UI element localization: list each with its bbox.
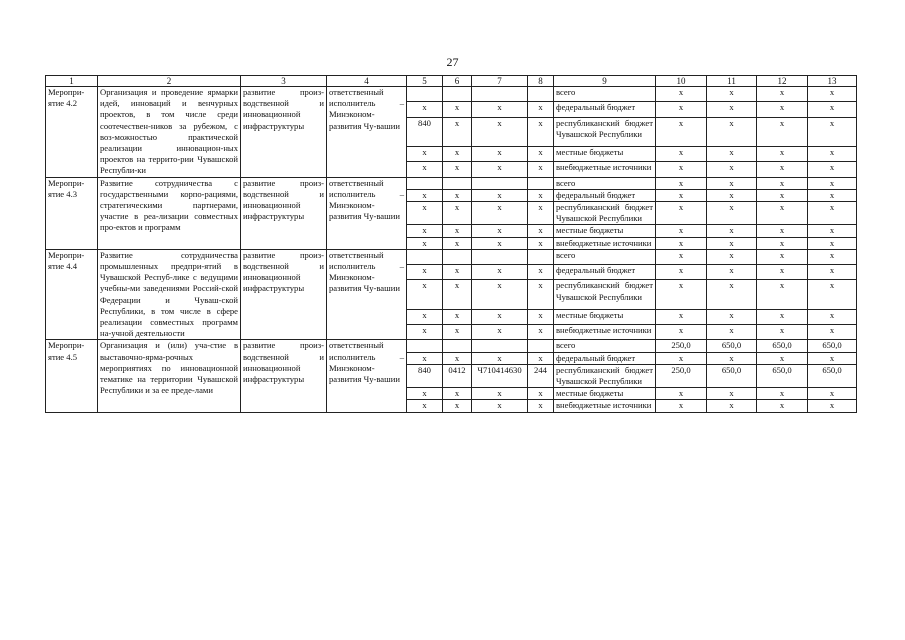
- funding-value: х: [656, 146, 707, 161]
- budget-code-cell: х: [407, 202, 443, 225]
- budget-code-cell: [407, 87, 443, 102]
- column-number: 10: [656, 76, 707, 87]
- funding-value: х: [808, 249, 857, 264]
- activity-code: Меропри-ятие 4.2: [46, 87, 98, 178]
- budget-code-cell: х: [528, 400, 554, 412]
- column-number: 9: [554, 76, 656, 87]
- funding-value: х: [656, 102, 707, 117]
- funding-value: х: [808, 117, 857, 146]
- funding-value: х: [707, 237, 757, 249]
- funding-value: х: [707, 388, 757, 400]
- funding-source: всего: [554, 340, 656, 352]
- budget-code-cell: х: [407, 225, 443, 237]
- budget-code-cell: х: [528, 162, 554, 177]
- budget-code-cell: х: [472, 189, 528, 201]
- budget-code-cell: х: [528, 225, 554, 237]
- funding-value: х: [656, 249, 707, 264]
- funding-value: х: [707, 189, 757, 201]
- activity-description: Развитие сотрудничества с государственными корпо-рациями, стратегическими партнерами, участие в реа-лизации совместных про-ектов и программ: [98, 177, 241, 249]
- funding-value: х: [707, 309, 757, 324]
- funding-source: внебюджетные источники: [554, 325, 656, 340]
- budget-code-cell: х: [472, 237, 528, 249]
- funding-source: всего: [554, 249, 656, 264]
- funding-source: федеральный бюджет: [554, 189, 656, 201]
- funding-value: х: [757, 87, 808, 102]
- budget-code-cell: х: [472, 146, 528, 161]
- column-number: 1: [46, 76, 98, 87]
- budget-code-cell: [407, 249, 443, 264]
- funding-source: республиканский бюджет Чувашской Республики: [554, 117, 656, 146]
- funding-value: х: [656, 225, 707, 237]
- budget-code-cell: х: [407, 309, 443, 324]
- funding-value: х: [808, 202, 857, 225]
- budget-code-cell: [472, 340, 528, 352]
- budget-code-cell: х: [407, 102, 443, 117]
- budget-code-cell: х: [528, 237, 554, 249]
- funding-value: х: [656, 280, 707, 309]
- activity-direction: развитие произ-водственной и инновационной инфраструктуры: [241, 340, 327, 412]
- budget-code-cell: х: [407, 388, 443, 400]
- budget-code-cell: х: [472, 162, 528, 177]
- funding-value: 250,0: [656, 340, 707, 352]
- activity-direction: развитие произ-водственной и инновационной инфраструктуры: [241, 87, 327, 178]
- budget-code-cell: х: [443, 237, 472, 249]
- funding-source: внебюджетные источники: [554, 400, 656, 412]
- funding-value: х: [757, 280, 808, 309]
- budget-code-cell: х: [443, 162, 472, 177]
- funding-value: х: [707, 117, 757, 146]
- budget-code-cell: х: [528, 202, 554, 225]
- funding-source: внебюджетные источники: [554, 162, 656, 177]
- budget-code-cell: [443, 340, 472, 352]
- budget-code-cell: [407, 177, 443, 189]
- budget-code-cell: [443, 177, 472, 189]
- funding-value: х: [757, 146, 808, 161]
- funding-value: х: [757, 325, 808, 340]
- column-number: 2: [98, 76, 241, 87]
- column-number: 11: [707, 76, 757, 87]
- budget-code-cell: х: [528, 102, 554, 117]
- funding-value: х: [707, 102, 757, 117]
- table-body: [46, 87, 857, 413]
- funding-value: х: [757, 162, 808, 177]
- funding-value: х: [808, 325, 857, 340]
- budget-code-cell: х: [443, 202, 472, 225]
- column-number: 8: [528, 76, 554, 87]
- budget-code-cell: х: [407, 325, 443, 340]
- budget-code-cell: Ч710414630: [472, 364, 528, 387]
- activity-direction: развитие произ-водственной и инновационной инфраструктуры: [241, 177, 327, 249]
- table-row: [46, 177, 857, 189]
- funding-value: х: [808, 309, 857, 324]
- budget-code-cell: х: [472, 102, 528, 117]
- funding-value: х: [707, 265, 757, 280]
- funding-value: х: [808, 265, 857, 280]
- column-number: 7: [472, 76, 528, 87]
- funding-value: х: [757, 237, 808, 249]
- table-row: [46, 340, 857, 352]
- budget-code-cell: 0412: [443, 364, 472, 387]
- funding-source: федеральный бюджет: [554, 265, 656, 280]
- budget-code-cell: х: [528, 189, 554, 201]
- budget-code-cell: [443, 87, 472, 102]
- page-number: 27: [446, 55, 459, 69]
- budget-code-cell: [528, 87, 554, 102]
- column-number: 12: [757, 76, 808, 87]
- activity-code: Меропри-ятие 4.3: [46, 177, 98, 249]
- funding-value: х: [656, 309, 707, 324]
- budget-code-cell: х: [472, 388, 528, 400]
- funding-source: местные бюджеты: [554, 146, 656, 161]
- budget-code-cell: х: [443, 352, 472, 364]
- budget-code-cell: х: [443, 117, 472, 146]
- activity-description: Организация и проведение ярмарки идей, инноваций и венчурных проектов, в том числе среди соотечествен-ников за рубежом, с воз-можностью практической реализации инновацион-ных проектов на террито-рии Чувашской Республи-ки: [98, 87, 241, 178]
- budget-code-cell: х: [443, 388, 472, 400]
- funding-value: х: [808, 388, 857, 400]
- activity-direction: развитие произ-водственной и инновационной инфраструктуры: [241, 249, 327, 340]
- funding-value: х: [707, 177, 757, 189]
- budget-code-cell: х: [443, 102, 472, 117]
- budget-code-cell: х: [443, 325, 472, 340]
- funding-source: местные бюджеты: [554, 225, 656, 237]
- budget-code-cell: х: [528, 117, 554, 146]
- funding-source: местные бюджеты: [554, 388, 656, 400]
- budget-code-cell: х: [443, 189, 472, 201]
- funding-value: 650,0: [808, 364, 857, 387]
- funding-source: местные бюджеты: [554, 309, 656, 324]
- funding-source: внебюджетные источники: [554, 237, 656, 249]
- funding-value: х: [656, 117, 707, 146]
- funding-value: х: [808, 225, 857, 237]
- funding-value: х: [757, 352, 808, 364]
- funding-value: х: [707, 352, 757, 364]
- budget-code-cell: [472, 249, 528, 264]
- activity-code: Меропри-ятие 4.5: [46, 340, 98, 412]
- budget-code-cell: х: [407, 280, 443, 309]
- funding-value: х: [808, 189, 857, 201]
- funding-source: всего: [554, 87, 656, 102]
- budget-code-cell: х: [472, 280, 528, 309]
- budget-code-cell: х: [528, 265, 554, 280]
- funding-value: х: [757, 177, 808, 189]
- funding-value: х: [656, 400, 707, 412]
- column-number: 3: [241, 76, 327, 87]
- funding-source: республиканский бюджет Чувашской Республики: [554, 364, 656, 387]
- funding-value: х: [656, 325, 707, 340]
- table-row: [46, 87, 857, 102]
- funding-value: х: [707, 225, 757, 237]
- funding-value: х: [656, 352, 707, 364]
- budget-code-cell: х: [528, 388, 554, 400]
- funding-value: х: [808, 162, 857, 177]
- table-header: [46, 76, 857, 87]
- budget-code-cell: х: [472, 225, 528, 237]
- funding-value: х: [808, 280, 857, 309]
- funding-value: х: [808, 400, 857, 412]
- funding-value: х: [656, 265, 707, 280]
- table-row: [46, 249, 857, 264]
- budget-code-cell: [528, 249, 554, 264]
- budget-code-cell: х: [443, 400, 472, 412]
- budget-code-cell: х: [407, 189, 443, 201]
- budget-code-cell: х: [407, 162, 443, 177]
- budget-code-cell: [472, 87, 528, 102]
- funding-source: федеральный бюджет: [554, 102, 656, 117]
- funding-value: х: [808, 102, 857, 117]
- funding-source: всего: [554, 177, 656, 189]
- activity-code: Меропри-ятие 4.4: [46, 249, 98, 340]
- funding-value: х: [656, 189, 707, 201]
- funding-value: х: [808, 177, 857, 189]
- funding-source: федеральный бюджет: [554, 352, 656, 364]
- column-number: 5: [407, 76, 443, 87]
- budget-code-cell: х: [528, 325, 554, 340]
- budget-code-cell: х: [472, 309, 528, 324]
- budget-code-cell: х: [407, 400, 443, 412]
- budget-code-cell: х: [472, 202, 528, 225]
- funding-value: х: [757, 202, 808, 225]
- funding-value: х: [808, 87, 857, 102]
- budget-code-cell: х: [528, 352, 554, 364]
- activity-description: Развитие сотрудничества промышленных предпри-ятий в Чувашской Респуб-лике с ведущими учебны-ми заведениями Россий-ской Федерации и Чуваш-ской Республики, в том числе в сфере реализации совместных программ на-учной деятельности: [98, 249, 241, 340]
- column-number: 4: [327, 76, 407, 87]
- funding-value: х: [757, 309, 808, 324]
- funding-value: х: [757, 117, 808, 146]
- funding-value: х: [707, 325, 757, 340]
- budget-code-cell: х: [407, 237, 443, 249]
- funding-value: х: [656, 202, 707, 225]
- funding-value: х: [757, 249, 808, 264]
- budget-code-cell: х: [472, 400, 528, 412]
- funding-value: х: [707, 249, 757, 264]
- funding-value: х: [707, 87, 757, 102]
- funding-value: х: [757, 265, 808, 280]
- budget-code-cell: х: [472, 117, 528, 146]
- funding-value: 650,0: [707, 340, 757, 352]
- activity-executor: ответственный исполнитель – Минэконом-развития Чу-вашии: [327, 177, 407, 249]
- funding-value: х: [656, 177, 707, 189]
- budget-code-cell: х: [443, 225, 472, 237]
- funding-value: х: [707, 162, 757, 177]
- funding-value: х: [808, 146, 857, 161]
- budget-code-cell: [443, 249, 472, 264]
- budget-code-cell: х: [407, 265, 443, 280]
- budget-code-cell: 244: [528, 364, 554, 387]
- column-number: 6: [443, 76, 472, 87]
- funding-source: республиканский бюджет Чувашской Республики: [554, 202, 656, 225]
- activity-description: Организация и (или) уча-стие в выставочно-ярма-рочных мероприятиях по инновационной тематике на территории Чувашской Республики и за ее преде-лами: [98, 340, 241, 412]
- budget-code-cell: х: [472, 265, 528, 280]
- budget-code-cell: х: [407, 146, 443, 161]
- funding-value: х: [757, 189, 808, 201]
- budget-code-cell: х: [407, 352, 443, 364]
- funding-source: республиканский бюджет Чувашской Республики: [554, 280, 656, 309]
- activity-executor: ответственный исполнитель – Минэконом-развития Чу-вашии: [327, 249, 407, 340]
- funding-value: х: [707, 202, 757, 225]
- funding-value: 650,0: [757, 340, 808, 352]
- funding-value: х: [808, 237, 857, 249]
- budget-code-cell: х: [472, 325, 528, 340]
- funding-value: 650,0: [757, 364, 808, 387]
- funding-value: х: [757, 225, 808, 237]
- funding-value: х: [707, 280, 757, 309]
- column-number: 13: [808, 76, 857, 87]
- funding-value: х: [757, 388, 808, 400]
- budget-code-cell: х: [528, 146, 554, 161]
- budget-code-cell: [528, 177, 554, 189]
- budget-code-cell: [407, 340, 443, 352]
- funding-value: х: [656, 162, 707, 177]
- budget-code-cell: х: [528, 309, 554, 324]
- activity-executor: ответственный исполнитель – Минэконом-развития Чу-вашии: [327, 340, 407, 412]
- funding-value: х: [656, 237, 707, 249]
- budget-code-cell: 840: [407, 364, 443, 387]
- funding-value: х: [757, 400, 808, 412]
- funding-value: х: [757, 102, 808, 117]
- funding-value: х: [656, 388, 707, 400]
- budget-code-cell: [528, 340, 554, 352]
- budget-code-cell: х: [443, 309, 472, 324]
- funding-value: х: [707, 400, 757, 412]
- funding-value: 650,0: [707, 364, 757, 387]
- budget-code-cell: х: [443, 146, 472, 161]
- budget-code-cell: х: [472, 352, 528, 364]
- budget-code-cell: х: [528, 280, 554, 309]
- funding-value: х: [656, 87, 707, 102]
- funding-value: 650,0: [808, 340, 857, 352]
- column-number-row: [46, 76, 857, 87]
- activity-executor: ответственный исполнитель – Минэконом-развития Чу-вашии: [327, 87, 407, 178]
- funding-value: 250,0: [656, 364, 707, 387]
- budget-code-cell: 840: [407, 117, 443, 146]
- budget-code-cell: х: [443, 280, 472, 309]
- funding-value: х: [808, 352, 857, 364]
- budget-table: [45, 75, 857, 413]
- budget-code-cell: х: [443, 265, 472, 280]
- budget-code-cell: [472, 177, 528, 189]
- funding-value: х: [707, 146, 757, 161]
